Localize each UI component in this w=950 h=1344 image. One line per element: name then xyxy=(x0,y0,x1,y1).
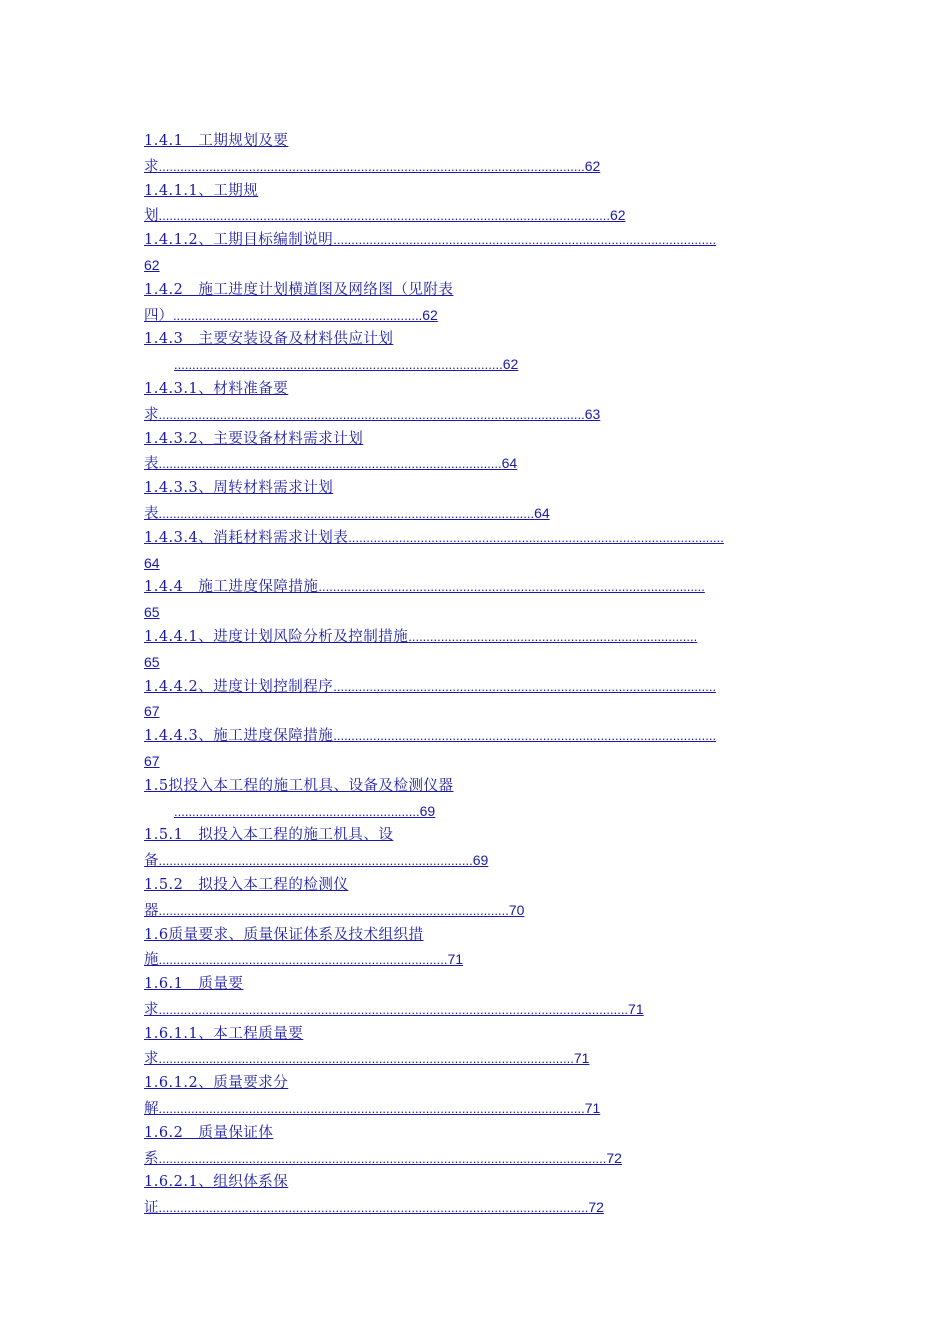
toc-entry-line xyxy=(144,303,794,328)
toc-entry[interactable] xyxy=(144,228,794,278)
toc-page-number: 71 xyxy=(628,1000,644,1017)
toc-entry[interactable] xyxy=(144,327,794,377)
toc-entry-line xyxy=(144,402,794,427)
toc-entry-title-end: 求 xyxy=(144,406,159,423)
toc-entry-title: 1.4.4.3、施工进度保障措施 xyxy=(144,728,334,745)
toc-leader-dots: ................................................................................ xyxy=(158,952,448,968)
toc-leader-dots: ....................................................................................................................... xyxy=(158,1200,589,1216)
toc-entry-title-end: 划 xyxy=(144,208,159,225)
toc-entry-title: 1.6.1 质量要 xyxy=(144,976,244,993)
toc-page-number: 70 xyxy=(508,901,525,918)
toc-entry-line xyxy=(144,799,794,824)
toc-leader-dots: .................................................................................................................................. xyxy=(158,1001,629,1017)
toc-entry[interactable] xyxy=(144,625,794,675)
toc-page-number: 62 xyxy=(502,356,519,373)
toc-entry-title-end: 施 xyxy=(144,952,159,969)
toc-entry-title: 1.6.2 质量保证体 xyxy=(144,1124,274,1141)
toc-page-number: 71 xyxy=(447,951,464,968)
toc-page-number: 69 xyxy=(472,852,489,869)
toc-page-number: 62 xyxy=(422,306,438,323)
toc-entry-title-end: 解 xyxy=(144,1101,159,1118)
toc-entry-title: 1.4.2 施工进度计划横道图及网络图（见附表 xyxy=(144,281,454,298)
toc-page-number: 64 xyxy=(501,455,518,472)
toc-entry-title-end: 备 xyxy=(144,853,159,870)
toc-entry-line xyxy=(144,749,794,774)
toc-entry-line xyxy=(144,848,794,873)
toc-leader-dots: ...................................................................................................................... xyxy=(158,406,585,422)
toc-entry-title-end: 系 xyxy=(144,1150,159,1167)
toc-page-number: 69 xyxy=(419,802,436,819)
toc-leader-dots: .......................................................................................................... xyxy=(333,678,717,694)
toc-entry-line xyxy=(144,526,794,551)
toc-entry-title: 1.6.1.2、质量要求分 xyxy=(144,1075,289,1092)
toc-entry-line xyxy=(144,650,794,675)
toc-entry[interactable] xyxy=(144,724,794,774)
toc-entry-line xyxy=(144,1096,794,1121)
toc-entry-title: 1.4.3.1、材料准备要 xyxy=(144,380,289,397)
toc-entry-title: 1.4.4 施工进度保障措施 xyxy=(144,579,319,596)
toc-entry-line xyxy=(144,699,794,724)
toc-entry-line xyxy=(144,253,794,278)
toc-entry-line xyxy=(144,575,794,600)
toc-entry-title: 1.6质量要求、质量保证体系及技术组织措 xyxy=(144,926,424,943)
toc-leader-dots: ........................................................................................................ xyxy=(348,529,724,545)
toc-entry[interactable] xyxy=(144,179,794,229)
toc-entry[interactable] xyxy=(144,675,794,725)
toc-entry-line xyxy=(144,1046,794,1071)
toc-entry-title: 1.5拟投入本工程的施工机具、设备及检测仪器 xyxy=(144,777,454,794)
toc-leader-dots: ..................................................................... xyxy=(173,307,423,323)
toc-entry-title-end: 求 xyxy=(144,1051,159,1068)
toc-entry-title-end: 求 xyxy=(144,1001,159,1018)
toc-entry-title-end: 器 xyxy=(144,902,159,919)
toc-entry[interactable] xyxy=(144,873,794,923)
toc-indent xyxy=(144,353,174,377)
toc-leader-dots: .................................................................... xyxy=(174,803,420,819)
toc-entry[interactable] xyxy=(144,129,794,179)
toc-entry-title: 1.4.3.2、主要设备材料需求计划 xyxy=(144,430,364,447)
toc-entry[interactable] xyxy=(144,278,794,328)
toc-entry-title-end: 四） xyxy=(144,307,173,324)
toc-entry[interactable] xyxy=(144,476,794,526)
toc-page-number: 62 xyxy=(609,207,626,224)
toc-entry-line xyxy=(144,947,794,972)
toc-leader-dots: ........................................................................................................ xyxy=(158,505,535,521)
toc-entry[interactable] xyxy=(144,575,794,625)
toc-leader-dots: ........................................................................................... xyxy=(174,357,503,373)
toc-entry-line xyxy=(144,501,794,526)
toc-indent xyxy=(144,800,174,824)
toc-entry-title: 1.4.4.1、进度计划风险分析及控制措施 xyxy=(144,628,409,645)
toc-entry-title: 1.4.3 主要安装设备及材料供应计划 xyxy=(144,331,394,348)
toc-leader-dots: .......................................................................................................... xyxy=(333,728,717,744)
toc-page-number: 71 xyxy=(584,1100,601,1117)
toc-leader-dots: .......................................................................................................... xyxy=(333,232,717,248)
toc-entry[interactable] xyxy=(144,1121,794,1171)
toc-entry-line xyxy=(144,352,794,377)
toc-entry-line xyxy=(144,997,794,1022)
toc-leader-dots: ............................................................................................................................ xyxy=(158,1150,607,1166)
toc-leader-dots: ................................................................................ xyxy=(408,628,698,644)
toc-page-number: 71 xyxy=(573,1050,590,1067)
toc-entry[interactable] xyxy=(144,526,794,576)
toc-entry-title: 1.6.1.1、本工程质量要 xyxy=(144,1025,304,1042)
toc-page-number: 62 xyxy=(144,256,160,273)
toc-entry-title: 1.4.3.4、消耗材料需求计划表 xyxy=(144,529,349,546)
toc-entry-title: 1.4.1.1、工期规 xyxy=(144,182,259,199)
toc-page-number: 65 xyxy=(144,653,160,670)
toc-entry-line xyxy=(144,1195,794,1220)
toc-page-number: 63 xyxy=(584,405,601,422)
table-of-contents xyxy=(144,129,794,1220)
toc-leader-dots: ................................................................................................................... xyxy=(158,1051,574,1067)
toc-entry-line xyxy=(144,1146,794,1171)
toc-entry-title: 1.4.3.3、周转材料需求计划 xyxy=(144,480,334,497)
toc-entry-title-end: 表 xyxy=(144,456,159,473)
toc-leader-dots: ....................................................................................... xyxy=(158,853,473,869)
toc-page-number: 65 xyxy=(144,604,160,621)
toc-entry[interactable] xyxy=(144,972,794,1022)
toc-entry-line xyxy=(144,451,794,476)
toc-leader-dots: ........................................................................................................... xyxy=(318,579,705,595)
toc-entry[interactable] xyxy=(144,923,794,973)
toc-page-number: 72 xyxy=(606,1149,622,1166)
toc-entry-line xyxy=(144,724,794,749)
toc-entry-title-end: 表 xyxy=(144,505,159,522)
toc-entry[interactable] xyxy=(144,1022,794,1072)
toc-entry[interactable] xyxy=(144,377,794,427)
toc-page-number: 64 xyxy=(534,504,550,521)
toc-entry[interactable] xyxy=(144,427,794,477)
toc-page-number: 62 xyxy=(584,157,601,174)
toc-entry-line xyxy=(144,898,794,923)
toc-leader-dots: ...................................................................................................................... xyxy=(158,158,585,174)
toc-leader-dots: ...................................................................................................................... xyxy=(158,1101,585,1117)
toc-leader-dots: ................................................................................................. xyxy=(158,902,509,918)
toc-entry-title: 1.4.4.2、进度计划控制程序 xyxy=(144,678,334,695)
toc-entry-line xyxy=(144,203,794,228)
toc-entry[interactable] xyxy=(144,823,794,873)
toc-entry-title: 1.4.1.2、工期目标编制说明 xyxy=(144,232,334,249)
toc-entry-title: 1.6.2.1、组织体系保 xyxy=(144,1174,289,1191)
toc-entry-line xyxy=(144,675,794,700)
toc-entry-line xyxy=(144,551,794,576)
toc-leader-dots: ............................................................................................................................. xyxy=(158,208,610,224)
toc-entry-title-end: 证 xyxy=(144,1200,159,1217)
toc-entry[interactable] xyxy=(144,1071,794,1121)
toc-page-number: 67 xyxy=(144,752,160,769)
toc-entry-title: 1.5.1 拟投入本工程的施工机具、设 xyxy=(144,827,394,844)
toc-page-number: 64 xyxy=(144,554,160,571)
toc-entry[interactable] xyxy=(144,774,794,824)
toc-leader-dots: ............................................................................................... xyxy=(158,456,502,472)
toc-entry-title: 1.5.2 拟投入本工程的检测仪 xyxy=(144,876,349,893)
toc-entry-line xyxy=(144,600,794,625)
toc-entry-line xyxy=(144,154,794,179)
toc-entry-line xyxy=(144,228,794,253)
toc-entry[interactable] xyxy=(144,1170,794,1220)
toc-page-number: 67 xyxy=(144,703,160,720)
toc-entry-title-end: 求 xyxy=(144,158,159,175)
toc-page-number: 72 xyxy=(588,1199,604,1216)
toc-entry-line xyxy=(144,625,794,650)
toc-entry-title: 1.4.1 工期规划及要 xyxy=(144,133,289,149)
